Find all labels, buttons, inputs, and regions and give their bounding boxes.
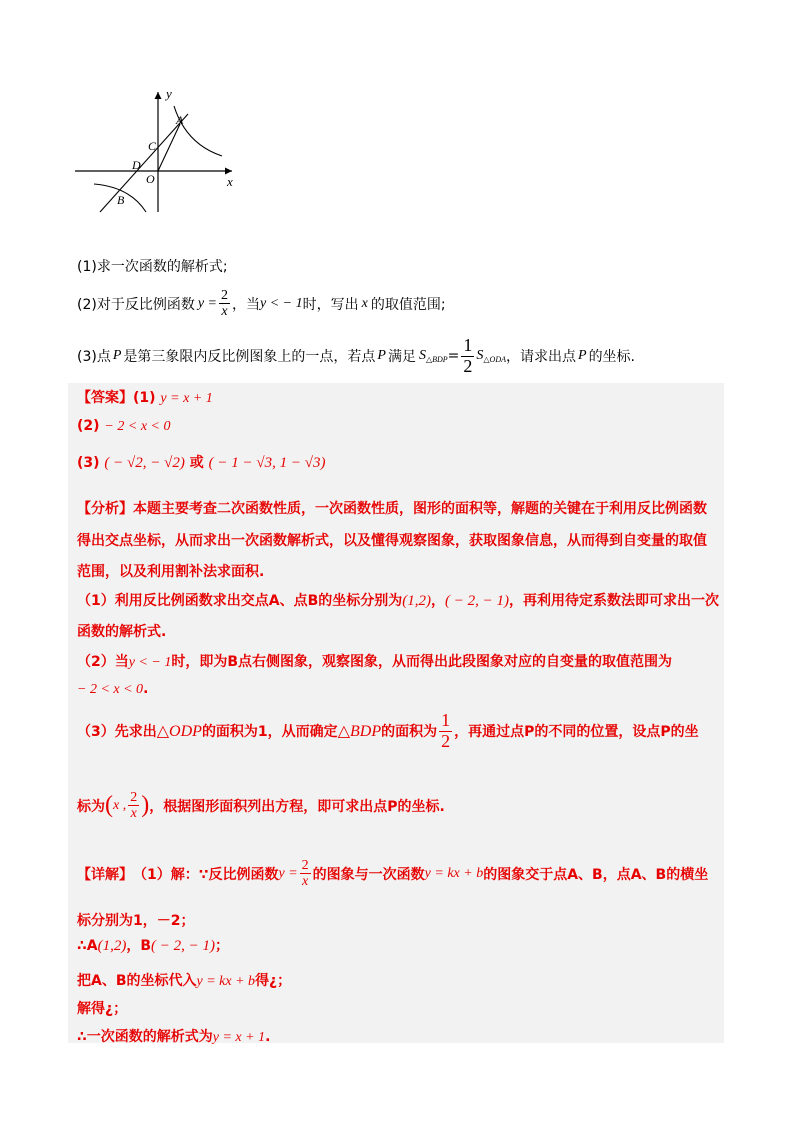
label-C: C (148, 139, 157, 153)
line-y-equals-x-plus-1 (100, 114, 188, 212)
answer-2-math: − 2 < x < 0 (104, 419, 171, 434)
q3-P: P (112, 348, 122, 364)
analysis-line-1: 【分析】本题主要考查二次函数性质，一次函数性质，图形的面积等，解题的关键在于利用反比例函数 (77, 501, 707, 517)
q3-P2: P (377, 348, 386, 364)
detail-line-5: 解得¿； (77, 1001, 128, 1017)
answer-3-point-1: ( − √2, − √2) (104, 455, 185, 471)
detail-line-6: ∴一次函数的解析式为y = x + 1. (77, 1029, 271, 1045)
label-x: x (227, 174, 233, 189)
analysis-point-1-cont: 函数的解析式. (77, 624, 167, 640)
analysis-point-3: （3）先求出 △ODP 的面积为1，从而确定 △BDP 的面积为 $\frac{1}{2}$ ，再通过点P的不同的位置，设点P的坐 (77, 710, 699, 751)
analysis-fraction-half: $\frac{1}{2}$ (441, 710, 451, 751)
q3-S1: $S_{\triangle BDP}$ (418, 348, 448, 365)
q3-S2-sub: △ODA (483, 355, 506, 365)
label-B: B (117, 193, 125, 207)
label-A: A (176, 113, 184, 127)
analysis-point-3-cont: 标为 ( x , $\frac{2}{x}$ ) ，根据图形面积列出方程，即可求出点P的坐标. (77, 790, 445, 822)
detail-line-3: ∴A(1,2)，B( − 2, − 1)； (77, 938, 229, 954)
q3-text-d: ，请求出点 (506, 349, 576, 366)
q2-cond: y < − 1 (260, 295, 303, 311)
question-2 (77, 288, 446, 320)
q2-fraction-num: 2 (221, 288, 229, 303)
q3-fraction-num: 1 (463, 335, 473, 355)
label-y: y (166, 86, 172, 101)
q3-text-b: 是第三象限内反比例图象上的一点，若点 (123, 349, 376, 366)
function-graph-figure (70, 84, 250, 219)
answer-3-point-2: ( − 1 − √3, 1 − √3) (208, 455, 326, 471)
q2-text-c: 时，写出 (302, 296, 359, 313)
analysis-point-1: （1）利用反比例函数求出交点A、点B的坐标分别为(1,2)，( − 2, − 1)，再利用待定系数法即可求出一次 (77, 593, 719, 609)
analysis-line-3: 范围，以及利用割补法求面积. (77, 564, 265, 580)
question-3 (77, 336, 635, 377)
answer-line-1: 【答案】(1) y = x + 1 (77, 390, 213, 406)
detail-line-1: 【详解】 （1）解：∵反比例函数 y = $\frac{2}{x}$ 的图象与一次函数 y = kx + b 的图象交于点A、B，点A、B的横坐 (77, 858, 709, 890)
q3-text-e: 的坐标. (588, 349, 636, 366)
answer-line-2: (2) − 2 < x < 0 (77, 418, 171, 434)
detail-fraction: $\frac{2}{x}$ (301, 858, 309, 890)
label-D: D (132, 158, 141, 172)
label-O: O (146, 172, 155, 186)
answer-1-math: y = x + 1 (160, 391, 213, 406)
analysis-fraction-2-over-x: $\frac{2}{x}$ (130, 790, 138, 822)
q3-S1-sub: △BDP (425, 355, 448, 365)
q3-eq: = (447, 348, 460, 365)
question-1: (1)求一次函数的解析式; (77, 259, 228, 275)
q2-fraction (219, 288, 230, 320)
q3-S2: $S_{\triangle ODA}$ (476, 348, 506, 365)
q2-text-a: (2)对于反比例函数 (77, 296, 195, 313)
q2-text-d: 的取值范围; (370, 296, 446, 313)
analysis-point-2-cont: − 2 < x < 0. (77, 681, 149, 697)
segment-OA (158, 124, 180, 171)
q3-text-a: (3)点 (77, 349, 111, 366)
q2-eq: y = (197, 295, 218, 311)
q3-text-c: 满足 (387, 349, 416, 366)
answer-tag: 【答案】 (77, 390, 133, 406)
detail-line-2: 标分别为1，－2； (77, 913, 195, 929)
q2-fraction-den: x (221, 304, 228, 320)
answer-3-or: 或 (189, 455, 204, 471)
q3-fraction-den: 2 (463, 355, 473, 376)
q2-text-b: ，当 (232, 296, 261, 313)
q3-P3: P (578, 348, 587, 364)
q3-fraction (461, 336, 474, 377)
detail-line-4: 把A、B的坐标代入y = kx + b得¿； (77, 973, 292, 989)
answer-line-3: (3) ( − √2, − √2) 或 ( − 1 − √3, 1 − √3) (77, 455, 326, 471)
analysis-line-2: 得出交点坐标，从而求出一次函数解析式，以及懂得观察图象，获取图象信息，从而得到自变量的取值 (77, 533, 707, 549)
analysis-point-2: （2）当y < − 1时，即为B点右侧图象，观察图象，从而得出此段图象对应的自变量的取值范围为 (77, 654, 673, 670)
q2-var: x (361, 295, 368, 311)
